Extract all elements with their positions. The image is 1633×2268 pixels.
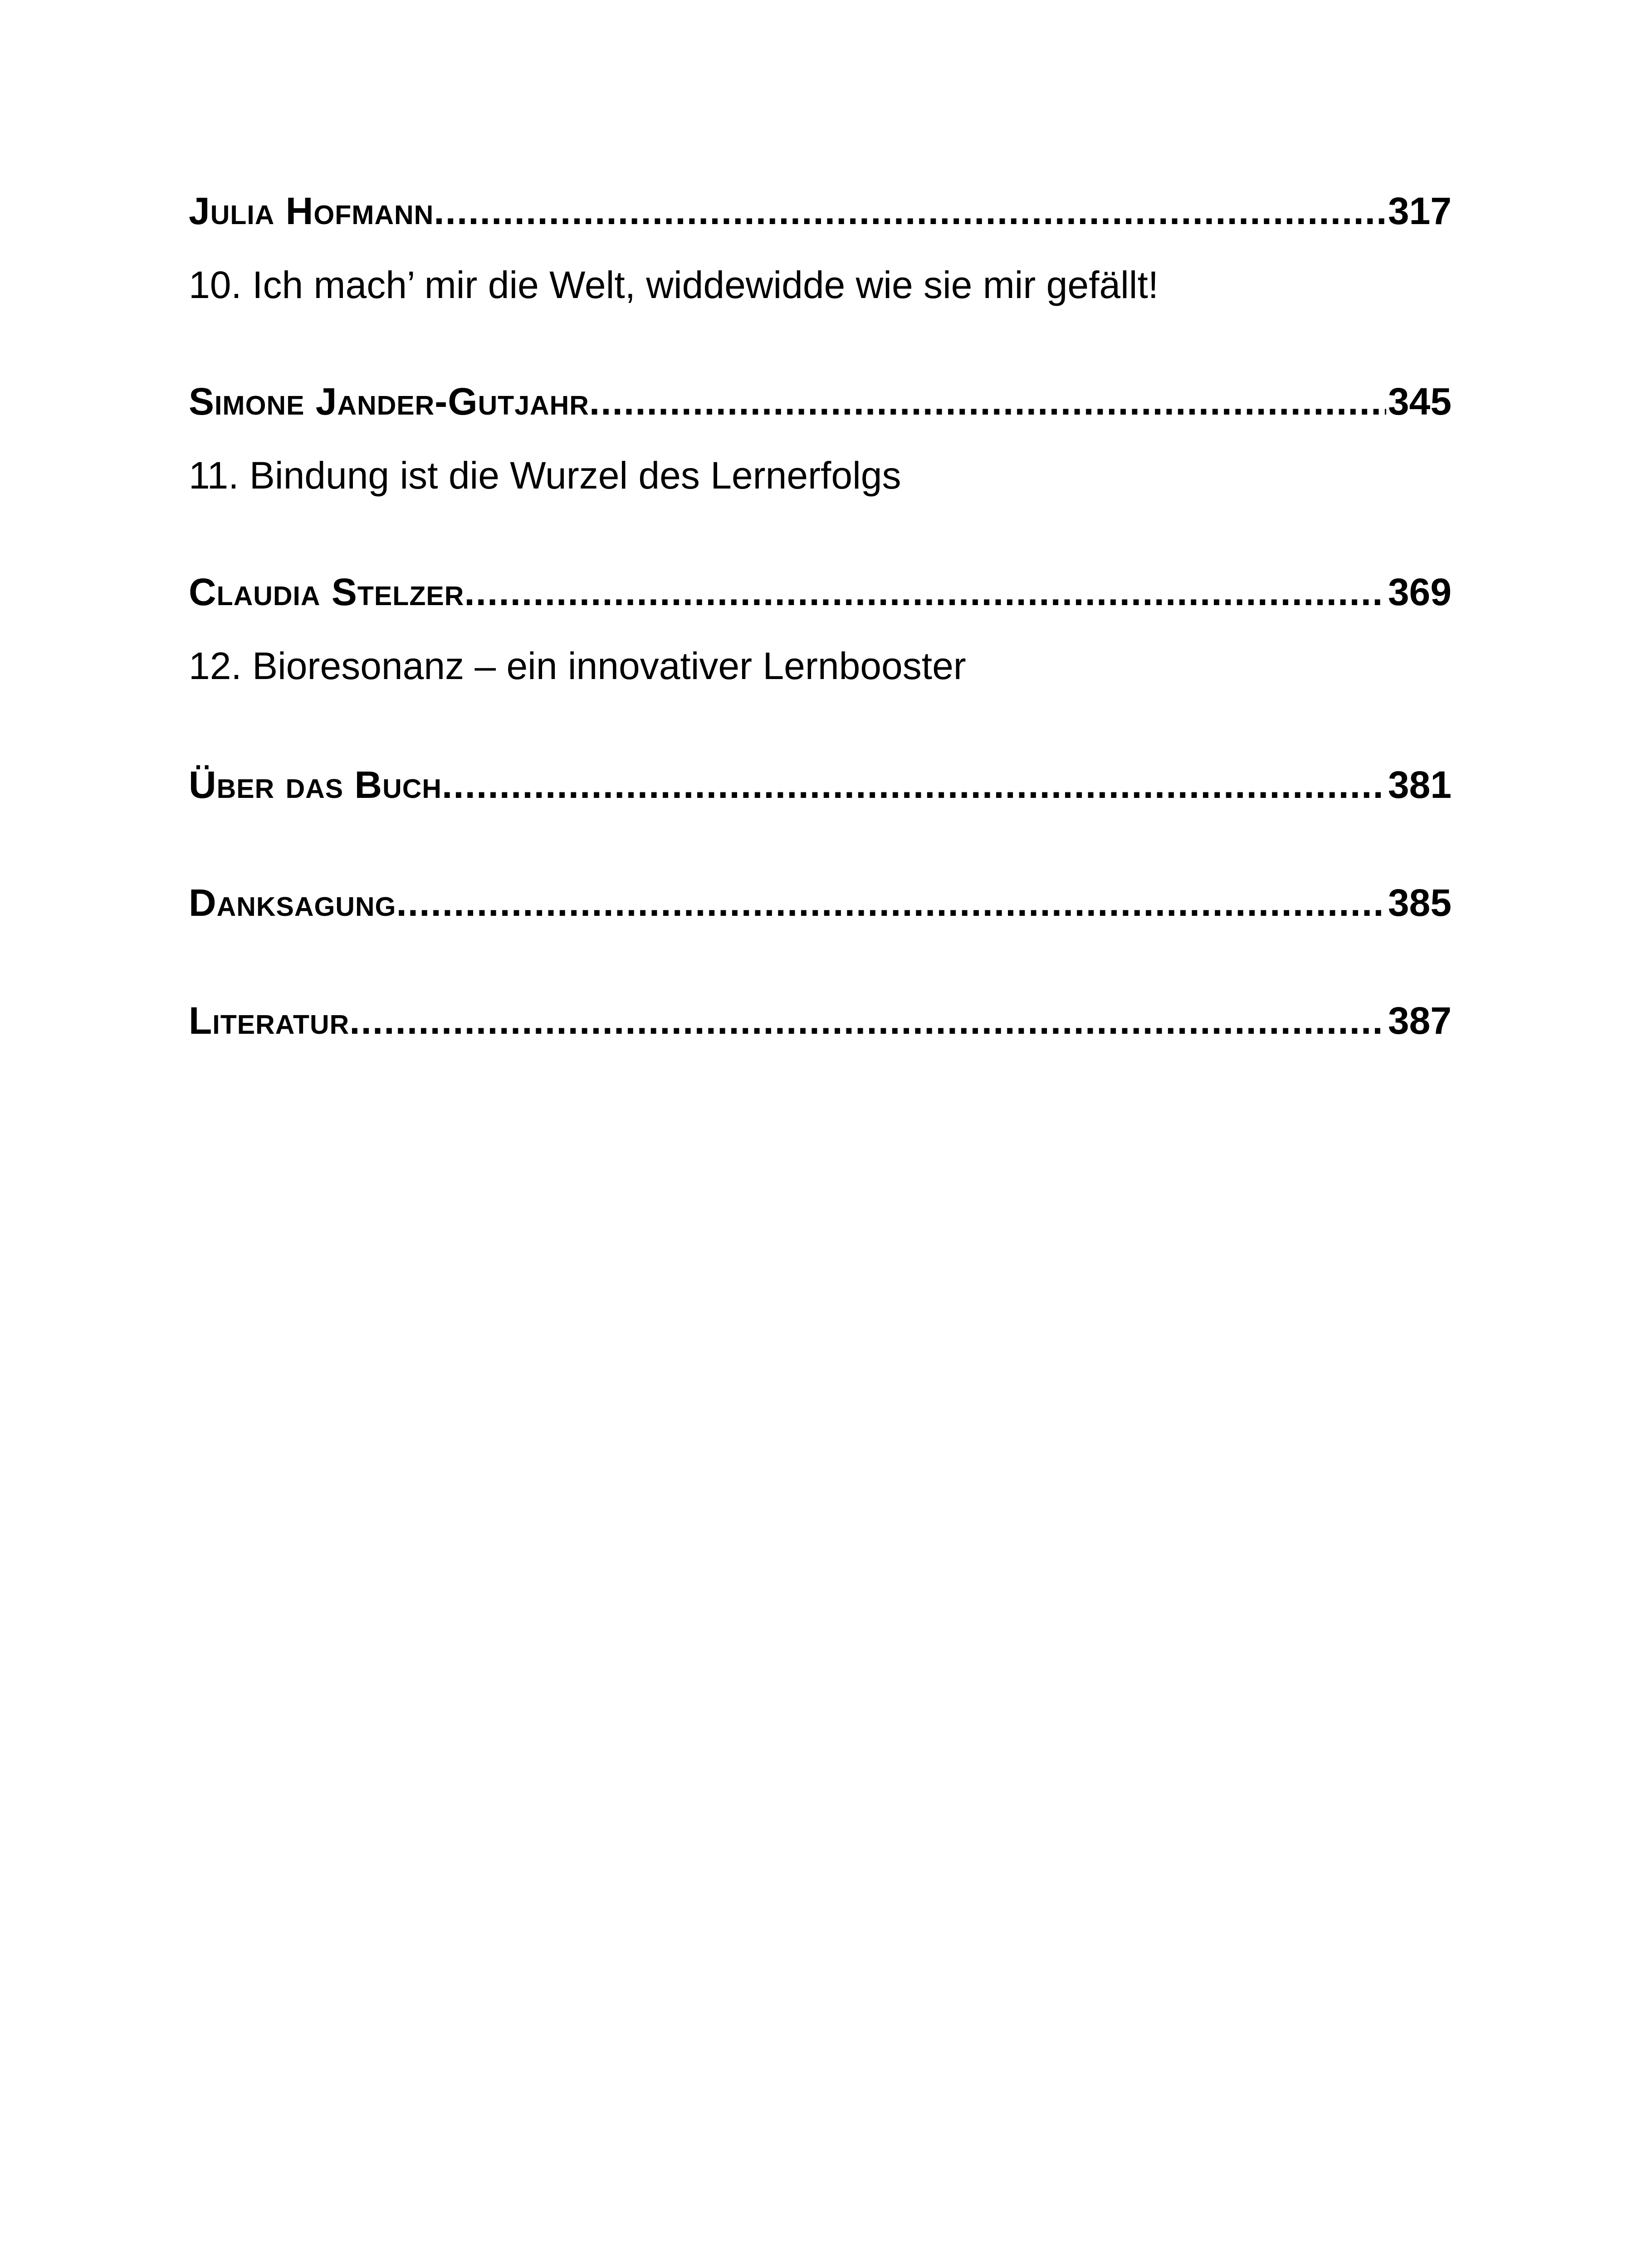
toc-chapter-title: 12. Bioresonanz – ein innovativer Lernbooster bbox=[189, 645, 966, 687]
dot-leader bbox=[464, 567, 1386, 617]
toc-chapter-title: 11. Bindung ist die Wurzel des Lernerfolgs bbox=[189, 454, 901, 497]
toc-entry-danksagung[interactable] bbox=[189, 878, 1452, 928]
toc-author-name: Simone Jander-Gutjahr bbox=[189, 380, 589, 423]
toc-page-number: 369 bbox=[1388, 571, 1452, 613]
toc-entry-julia-hofmann[interactable] bbox=[189, 186, 1452, 236]
toc-entry-literatur[interactable] bbox=[189, 996, 1452, 1046]
dot-leader bbox=[589, 376, 1386, 426]
toc-page-number: 317 bbox=[1388, 190, 1452, 232]
toc-entry-simone-jander-gutjahr[interactable] bbox=[189, 376, 1452, 426]
dot-leader bbox=[349, 996, 1386, 1046]
toc-author-name: Claudia Stelzer bbox=[189, 571, 464, 613]
toc-entry-ueber-das-buch[interactable] bbox=[189, 760, 1452, 810]
toc-chapter-title: 10. Ich mach’ mir die Welt, widdewidde wie sie mir gefällt! bbox=[189, 264, 1159, 306]
toc-page-number: 387 bbox=[1388, 999, 1452, 1042]
toc-section-name: Über das Buch bbox=[189, 763, 442, 806]
toc-page-number: 385 bbox=[1388, 881, 1452, 924]
toc-page-number: 381 bbox=[1388, 763, 1452, 806]
toc-section-name: Danksagung bbox=[189, 881, 396, 924]
toc-author-name: Julia Hofmann bbox=[189, 190, 434, 232]
dot-leader bbox=[442, 760, 1386, 810]
toc-page-number: 345 bbox=[1388, 380, 1452, 423]
toc-section-name: Literatur bbox=[189, 999, 350, 1042]
dot-leader bbox=[396, 878, 1386, 928]
toc-entry-claudia-stelzer[interactable] bbox=[189, 567, 1452, 617]
dot-leader bbox=[434, 186, 1386, 236]
